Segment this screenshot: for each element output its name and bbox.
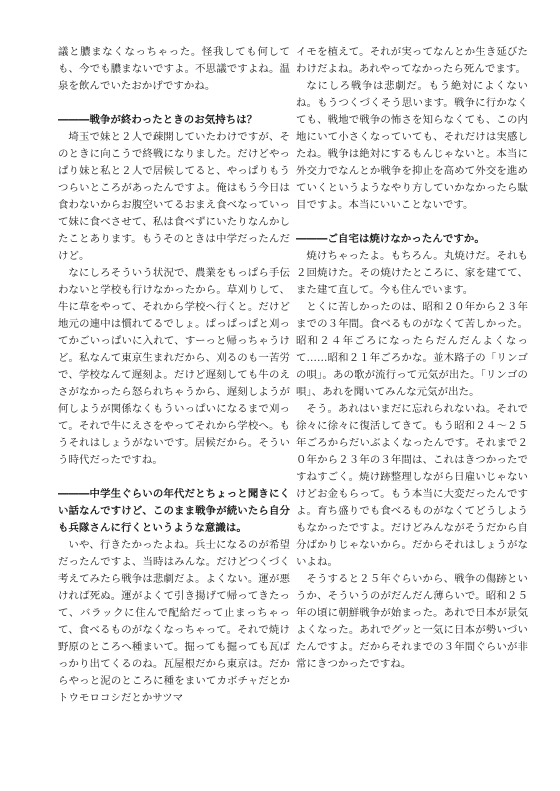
spacer bbox=[296, 214, 528, 231]
spacer bbox=[58, 469, 290, 486]
answer-paragraph: なにしろそういう状況で、農業をもっぱら手伝わないと学校も行けなかったから。草刈りして、牛に草をやって、それから学校へ行くと。だけど地元の連中は慣れてるでしょ。ぱっぱっぱと刈ってかごいっぱいに入れて、すーっと帰っちゃうけど。私なんて東京生まれだから、刈るのも一苦労で、学校なんて遅刻よ。だけど遅刻しても牛のえさがなかったら怒られちゃうから、遅刻しようが何しようが関係なくもういっぱいになるまで刈って。それで牛にえさをやってそれから学校へ。もうそれはしょうがないです。居候だから。そういう時代だったですね。 bbox=[58, 267, 290, 466]
interview-question: ―――中学生ぐらいの年代だとちょっと聞きにくい話なんですけど、このまま戦争が続いたら自分も兵隊さんに行くというような意識は。 bbox=[58, 488, 290, 534]
answer-paragraph: 議と膿まなくなっちゃった。怪我しても何しても、今でも膿まないですよ。不思議ですよね。温泉を飲んでいたおかげですかね。 bbox=[58, 46, 290, 92]
right-column bbox=[296, 44, 528, 673]
answer-paragraph: なにしろ戦争は悲劇だ。もう絶対によくないね。もうつくづくそう思います。戦争に行かなくても、戦地で戦争の怖さを知らなくても、この内地にいて小さくなっていても、それだけは実感したね。戦争は絶対にするもんじゃないと。本当に外交力でなんとか戦争を抑止を高めて外交を進めていくというようなやり方していかなかったら駄目ですよ。本当にいいことないです。 bbox=[296, 80, 528, 211]
spacer bbox=[58, 95, 290, 112]
answer-paragraph: とくに苦しかったのは、昭和２０年から２３年までの３年間。食べるものがなくて苦しかった。昭和２４年ごろになったらだんだんよくなって……昭和２１年ごろかな。並木路子の「リンゴの唄」。あの歌が流行って元気が出た。「リンゴの唄」、あれを聞いてみんな元気が出た。 bbox=[296, 301, 528, 398]
answer-paragraph: そう。あれはいまだに忘れられないね。それで徐々に徐々に復活してきて。もう昭和２４〜２５年ごろからだいぶよくなったんです。それまで２０年から２３年の３年間は、これはきつかったですねすごく。焼け跡整理しながら日雇いじゃないけどお金もらって。もう本当に大変だったんですよ。育ち盛りでも食べるものがなくてどうしようもなかったですよ。だけどみんながそうだから自分ばかりじゃないから。だからそれはしょうがないよね。 bbox=[296, 403, 528, 568]
interview-question: ―――戦争が終わったときのお気持ちは？ bbox=[58, 114, 258, 126]
answer-paragraph: 焼けちゃったよ。もちろん。丸焼けだ。それも２回焼けた。その焼けたところに、家を建てて、また建て直して。今も住んでいます。 bbox=[296, 250, 528, 296]
interview-question: ―――ご自宅は焼けなかったんですか。 bbox=[296, 233, 485, 245]
answer-paragraph: 埼玉で妹と２人で疎開していたわけですが、そのときに向こうで終戦になりました。だけどやっぱり妹と私と２人で居候してると、やっぱりもうつらいところがあったんですよ。俺はもう今日は食わないからお腹空いてるおまえ食べなっていって妹に食べさせて、私は食べずにいたりなんかしたことあります。もうそのときは中学だったんだけど。 bbox=[58, 131, 290, 262]
answer-paragraph: イモを植えて。それが実ってなんとか生き延びたわけだよね。あれやってなかったら死んでます。 bbox=[296, 46, 528, 75]
left-column bbox=[58, 44, 290, 707]
answer-paragraph: いや、行きたかったよね。兵士になるのが希望だったんですよ、当時はみんな。だけどつくづく考えてみたら戦争は悲劇だよ。よくない。運が悪ければ死ぬ。運がよくて引き揚げて帰ってきたって、バラックに住んで配給だって止まっちゃって、食べるものがなくなっちゃって。それで焼け野原のところへ種まいて。掘っても掘っても瓦ばっかり出てくるのね。瓦屋根だから東京は。だからやっと泥のところに種をまいてカボチャだとかトウモロコシだとかサツマ bbox=[58, 539, 290, 704]
answer-paragraph: そうすると２５年ぐらいから、戦争の傷跡というか、そういうのがだんだん薄らいで。昭和２５年の頃に朝鮮戦争が始まった。あれで日本が景気よくなった。あれでグッと一気に日本が勢いづいたんですよ。だからそれまでの３年間ぐらいが非常にきつかったですね。 bbox=[296, 573, 528, 670]
